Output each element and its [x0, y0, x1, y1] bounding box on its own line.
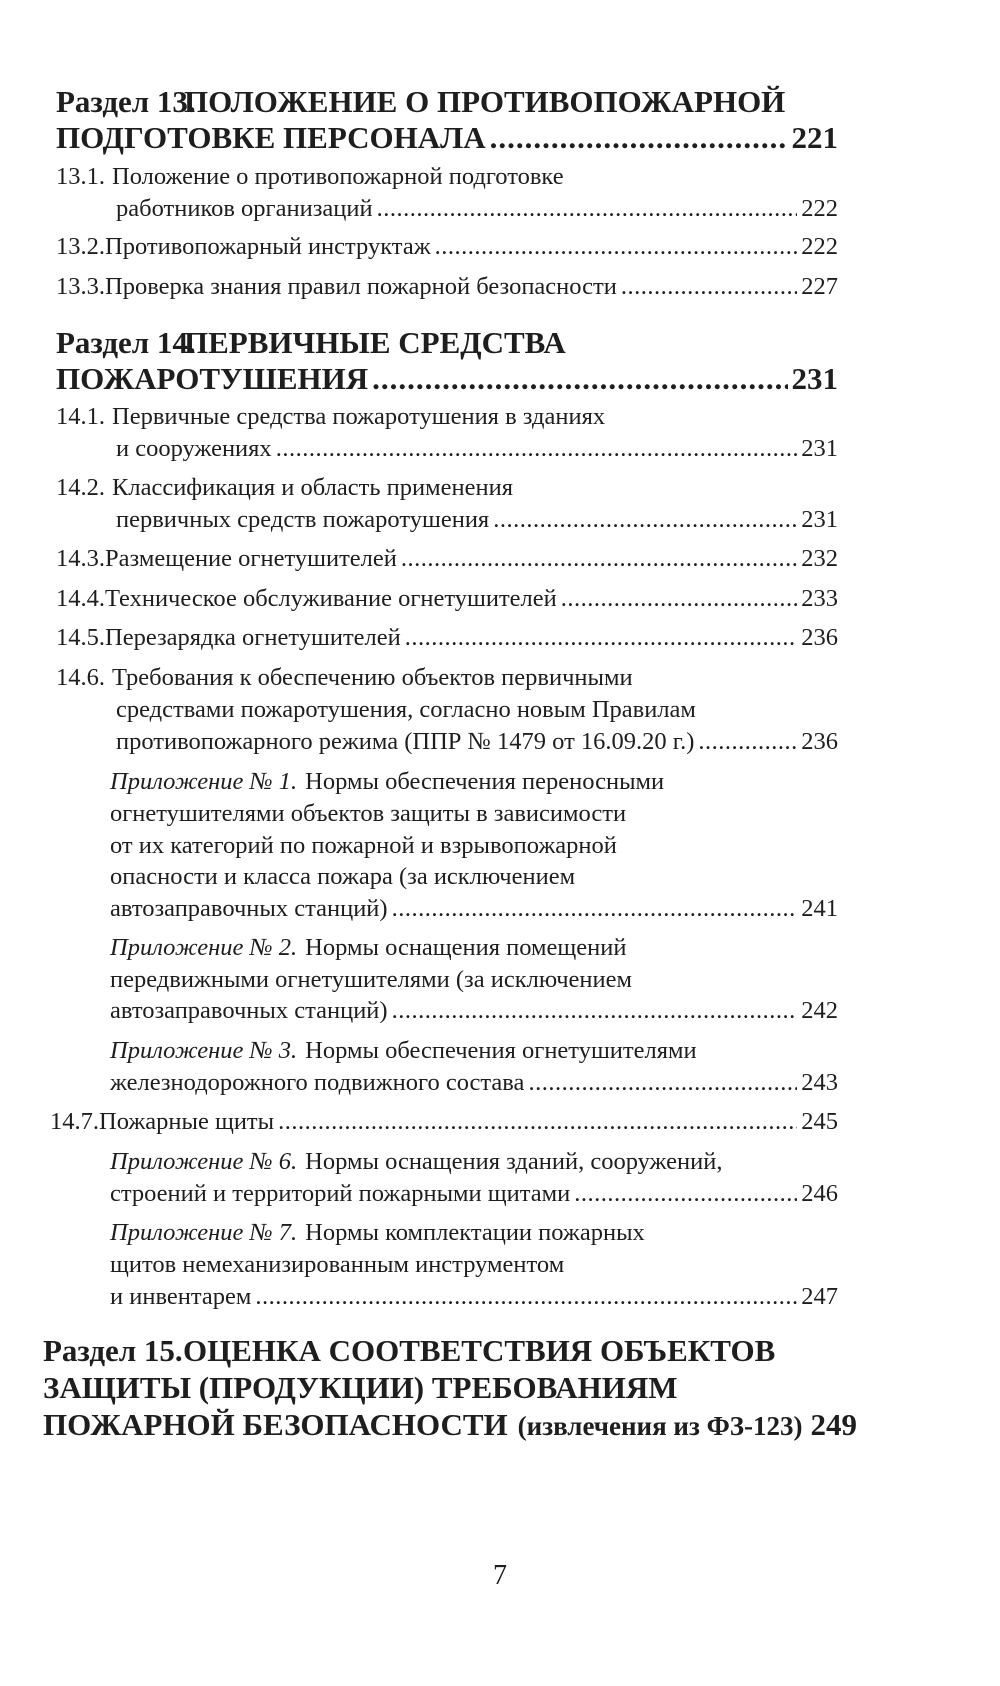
section-title: ПОДГОТОВКЕ ПЕРСОНАЛА — [56, 120, 486, 155]
page-ref: 222 — [801, 233, 838, 260]
dot-leader — [493, 506, 797, 534]
entry-number: 14.4. — [56, 585, 105, 612]
section-title: ОЦЕНКА СООТВЕТСТВИЯ ОБЪЕКТОВ — [183, 1333, 776, 1368]
page-ref: 227 — [801, 273, 838, 300]
toc-entry-14-4 — [56, 585, 838, 613]
page-number: 7 — [493, 1560, 507, 1591]
entry-text: Требования к обеспечению объектов первичными — [112, 664, 633, 691]
appendix-text: строений и территорий пожарными щитами — [110, 1180, 571, 1207]
appendix-label: Приложение № 7. — [110, 1219, 298, 1246]
dot-leader — [392, 895, 798, 923]
appendix-text: Нормы оснащения зданий, сооружений, — [305, 1148, 723, 1175]
appendix-text: щитов немеханизированным инструментом — [110, 1251, 565, 1278]
toc-entry-14-5 — [56, 624, 838, 652]
appendix-1 — [110, 768, 664, 796]
page-ref: 245 — [801, 1108, 838, 1135]
entry-text: Противопожарный инструктаж — [105, 233, 431, 260]
appendix-text: от их категорий по пожарной и взрывопожарной — [110, 832, 617, 859]
entry-text: работников организаций — [116, 195, 373, 222]
dot-leader — [561, 585, 797, 613]
appendix-6 — [110, 1148, 723, 1176]
appendix-3 — [110, 1037, 697, 1065]
dot-leader — [490, 120, 788, 156]
entry-text: противопожарного режима (ППР № 1479 от 16.09.20 г.) — [116, 728, 695, 755]
page-ref: 242 — [801, 997, 838, 1024]
section-title: ЗАЩИТЫ (ПРОДУКЦИИ) ТРЕБОВАНИЯМ — [43, 1370, 678, 1405]
page-ref: 247 — [801, 1283, 838, 1310]
entry-number: 13.2. — [56, 233, 105, 260]
section-label: Раздел 13. — [56, 84, 196, 119]
appendix-text: автозаправочных станций) — [110, 997, 388, 1024]
appendix-text: автозаправочных станций) — [110, 895, 388, 922]
appendix-text: Нормы обеспечения переносными — [305, 768, 665, 795]
entry-number: 14.6. — [56, 664, 105, 691]
section-title: ПОЖАРНОЙ БЕЗОПАСНОСТИ — [43, 1407, 508, 1442]
section-label: Раздел 15. — [43, 1333, 183, 1368]
dot-leader — [255, 1283, 797, 1311]
toc-entry-13-1 — [56, 163, 564, 191]
appendix-text: Нормы оснащения помещений — [305, 934, 627, 961]
page-ref: 236 — [801, 624, 838, 651]
appendix-text: передвижными огнетушителями (за исключением — [110, 966, 633, 993]
toc-entry-14-1 — [56, 403, 605, 431]
appendix-text: огнетушителями объектов защиты в зависимости — [110, 800, 627, 827]
section-title: ПОЛОЖЕНИЕ О ПРОТИВОПОЖАРНОЙ — [184, 84, 786, 119]
dot-leader — [276, 435, 798, 463]
page-ref: 232 — [801, 545, 838, 572]
entry-number: 14.2. — [56, 474, 105, 501]
entry-text: Проверка знания правил пожарной безопасности — [105, 273, 617, 300]
dot-leader — [278, 1108, 797, 1136]
appendix-7 — [110, 1219, 645, 1247]
dot-leader — [435, 233, 798, 261]
entry-text: Положение о противопожарной подготовке — [112, 163, 564, 190]
appendix-2 — [110, 934, 627, 962]
dot-leader — [405, 624, 798, 652]
toc-entry-14-3 — [56, 545, 838, 573]
dot-leader — [528, 1069, 797, 1097]
entry-text: Размещение огнетушителей — [105, 545, 397, 572]
dot-leader — [401, 545, 797, 573]
section-title: ПОЖАРОТУШЕНИЯ — [56, 361, 369, 396]
toc-entry-13-3 — [56, 273, 838, 301]
page-ref: 241 — [801, 895, 838, 922]
appendix-label: Приложение № 1. — [110, 768, 298, 795]
page-ref: 231 — [791, 361, 838, 396]
section-label: Раздел 14. — [56, 325, 196, 360]
entry-number: 14.3. — [56, 545, 105, 572]
section-title: ПЕРВИЧНЫЕ СРЕДСТВА — [184, 325, 566, 360]
entry-text: Перезарядка огнетушителей — [105, 624, 401, 651]
section-note: (извлечения из ФЗ-123) — [517, 1411, 803, 1441]
appendix-text: и инвентарем — [110, 1283, 252, 1310]
appendix-label: Приложение № 3. — [110, 1037, 298, 1064]
page-ref: 231 — [801, 435, 838, 462]
entry-text: Пожарные щиты — [99, 1108, 275, 1135]
dot-leader — [377, 195, 798, 223]
entry-text: Классификация и область применения — [112, 474, 513, 501]
entry-text: средствами пожаротушения, согласно новым Правилам — [116, 696, 696, 723]
page-ref: 231 — [801, 506, 838, 533]
toc-entry-14-7 — [50, 1108, 838, 1136]
entry-number: 13.1. — [56, 163, 105, 190]
toc-entry-13-2 — [56, 233, 838, 261]
dot-leader — [372, 361, 787, 397]
entry-number: 14.5. — [56, 624, 105, 651]
appendix-text: железнодорожного подвижного состава — [110, 1069, 525, 1096]
page-ref: 222 — [801, 195, 838, 222]
appendix-text: Нормы обеспечения огнетушителями — [305, 1037, 697, 1064]
dot-leader — [621, 273, 797, 301]
entry-text: Техническое обслуживание огнетушителей — [105, 585, 557, 612]
dot-leader — [574, 1180, 797, 1208]
appendix-label: Приложение № 6. — [110, 1148, 298, 1175]
entry-number: 14.1. — [56, 403, 105, 430]
toc-entry-14-2 — [56, 474, 513, 502]
page-ref: 236 — [801, 728, 838, 755]
page-ref: 243 — [801, 1069, 838, 1096]
page-ref: 246 — [801, 1180, 838, 1207]
appendix-text: опасности и класса пожара (за исключением — [110, 863, 576, 890]
page-ref: 221 — [791, 120, 838, 155]
page-ref: 249 — [810, 1407, 858, 1442]
entry-number: 14.7. — [50, 1108, 99, 1135]
dot-leader — [392, 997, 798, 1025]
appendix-label: Приложение № 2. — [110, 934, 298, 961]
entry-text: Первичные средства пожаротушения в зданиях — [112, 403, 606, 430]
entry-text: и сооружениях — [116, 435, 272, 462]
page-ref: 233 — [801, 585, 838, 612]
appendix-text: Нормы комплектации пожарных — [305, 1219, 645, 1246]
entry-number: 13.3. — [56, 273, 105, 300]
toc-entry-14-6 — [56, 664, 633, 692]
entry-text: первичных средств пожаротушения — [116, 506, 490, 533]
dot-leader — [698, 728, 797, 756]
